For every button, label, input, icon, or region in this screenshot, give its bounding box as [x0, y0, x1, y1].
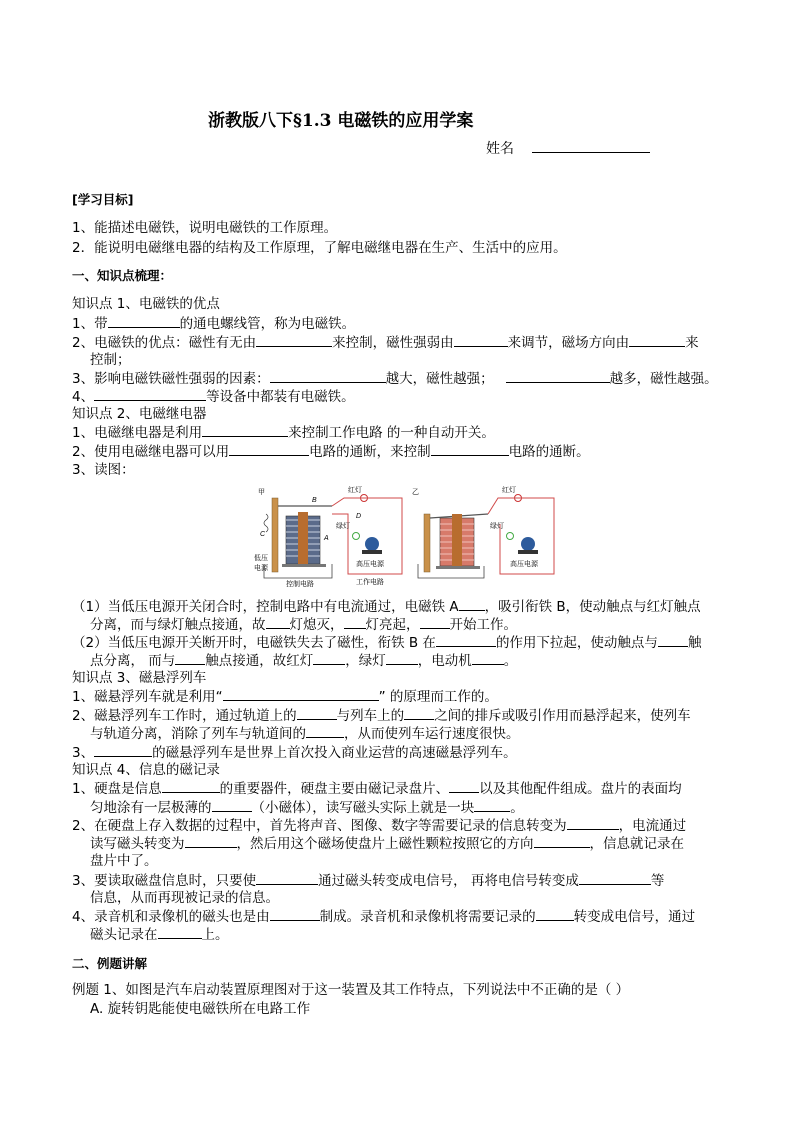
kp3-line2-cont: 与轨道分离，消除了列车与轨道间的 ，从而使列车运行速度很快。	[72, 723, 750, 744]
kp4-line1-cont: 匀地涂有一层极薄的 （小磁体），读写磁头实际上就是一块 。	[72, 797, 750, 818]
section1-heading: 一、知识点梳理：	[72, 268, 173, 283]
name-field	[486, 138, 650, 158]
q2-line1: （2）当低压电源开关断开时，电磁铁失去了磁性，衔铁 B 在 的作用下拉起，使动触点与 触	[72, 632, 732, 653]
svg-text:控制电路: 控制电路	[286, 581, 314, 588]
kp4-line1: 1、硬盘是信息 的重要器件，硬盘主要由磁记录盘片、 以及其他配件组成。盘片的表面均	[72, 778, 732, 799]
svg-text:红灯: 红灯	[348, 487, 362, 494]
goal-2: 2．能说明电磁继电器的结构及工作原理，了解电磁继电器在生产、生活中的应用。	[72, 240, 567, 256]
svg-text:低压: 低压	[254, 555, 268, 562]
kp4-line4-cont: 磁头记录在 上。	[72, 924, 750, 945]
option-a: A. 旋转钥匙能使电磁铁所在电路工作	[90, 1001, 311, 1017]
svg-text:工作电路: 工作电路	[356, 579, 384, 586]
svg-text:电源: 电源	[254, 565, 268, 572]
svg-text:A: A	[324, 535, 329, 542]
page-title: 浙教版八下§1.3 电磁铁的应用学案	[208, 111, 474, 131]
goals-heading: [学习目标]	[72, 192, 134, 207]
section2-heading: 二、例题讲解	[72, 956, 148, 971]
svg-text:绿灯: 绿灯	[336, 523, 350, 530]
kp4-line4: 4、录音机和录像机的磁头也是由 制成。录音机和录像机将需要记录的 转变成电信号，通过	[72, 906, 732, 927]
kp2-title: 知识点 2、电磁继电器	[72, 406, 207, 422]
kp1-line4: 4、 等设备中都装有电磁铁。	[72, 386, 732, 407]
svg-text:D: D	[356, 513, 362, 520]
kp3-title: 知识点 3、磁悬浮列车	[72, 670, 207, 686]
kp1-line1: 1、带 的通电螺线管，称为电磁铁。	[72, 313, 732, 334]
kp1-line2-cont: 控制；	[90, 352, 131, 368]
kp4-line2-cont2: 盘片中了。	[90, 853, 158, 869]
svg-text:B: B	[312, 497, 317, 504]
kp4-line3: 3、要读取磁盘信息时，只要使 通过磁头转变成电信号， 再将电信号转变成 等	[72, 870, 732, 891]
q2-line2: 点分离， 而与 触点接通，故红灯 ，绿灯 ，电动机 。	[72, 650, 750, 671]
svg-text:高压电源: 高压电源	[510, 561, 538, 568]
kp4-line3-cont: 信息，从而再现被记录的信息。	[90, 890, 279, 906]
kp4-line2-cont: 读写磁头转变为 ，然后用这个磁场使盘片上磁性颗粒按照它的方向 ，信息就记录在	[72, 833, 750, 854]
kp4-line2: 2、在硬盘上存入数据的过程中，首先将声音、图像、数字等需要记录的信息转变为 ，电流通过	[72, 815, 732, 836]
kp4-title: 知识点 4、信息的磁记录	[72, 762, 220, 778]
q1-line1: （1）当低压电源开关闭合时，控制电路中有电流通过，电磁铁 A ，吸引衔铁 B，使动触点与红灯触点	[72, 596, 732, 617]
svg-text:高压电源: 高压电源	[356, 561, 384, 568]
figure-label-jia: 甲	[258, 489, 265, 496]
relay-figure	[252, 484, 558, 588]
kp1-line2: 2、电磁铁的优点：磁性有无由 来控制，磁性强弱由 来调节，磁场方向由 来	[72, 332, 732, 353]
svg-text:绿灯: 绿灯	[490, 523, 504, 530]
svg-text:C: C	[260, 531, 266, 538]
kp3-line1: 1、磁悬浮列车就是利用“ ” 的原理而工作的。	[72, 686, 732, 707]
name-label: 姓名	[486, 141, 514, 157]
kp2-line3: 3、读图：	[72, 462, 135, 478]
kp3-line3: 3、 的磁悬浮列车是世界上首次投入商业运营的高速磁悬浮列车。	[72, 742, 732, 763]
svg-text:红灯: 红灯	[502, 487, 516, 494]
kp1-title: 知识点 1、电磁铁的优点	[72, 296, 220, 312]
example1: 例题 1、如图是汽车启动装置原理图对于这一装置及其工作特点，下列说法中不正确的是（ ）	[72, 982, 630, 998]
kp2-line1: 1、电磁继电器是利用 来控制工作电路 的一种自动开关。	[72, 422, 732, 443]
q1-line2: 分离，而与绿灯触点接通，故 灯熄灭， 灯亮起， 开始工作。	[72, 614, 750, 635]
name-blank	[532, 138, 650, 153]
kp2-line2: 2、使用电磁继电器可以用 电路的通断，来控制 电路的通断。	[72, 441, 732, 462]
kp3-line2: 2、磁悬浮列车工作时，通过轨道上的 与列车上的 之间的排斥或吸引作用而悬浮起来，使列车	[72, 705, 732, 726]
kp1-line3: 3、影响电磁铁磁性强弱的因素： 越大，磁性越强； 越多，磁性越强。	[72, 368, 732, 389]
figure-label-yi: 乙	[412, 489, 419, 496]
goal-1: 1、能描述电磁铁，说明电磁铁的工作原理。	[72, 220, 338, 236]
